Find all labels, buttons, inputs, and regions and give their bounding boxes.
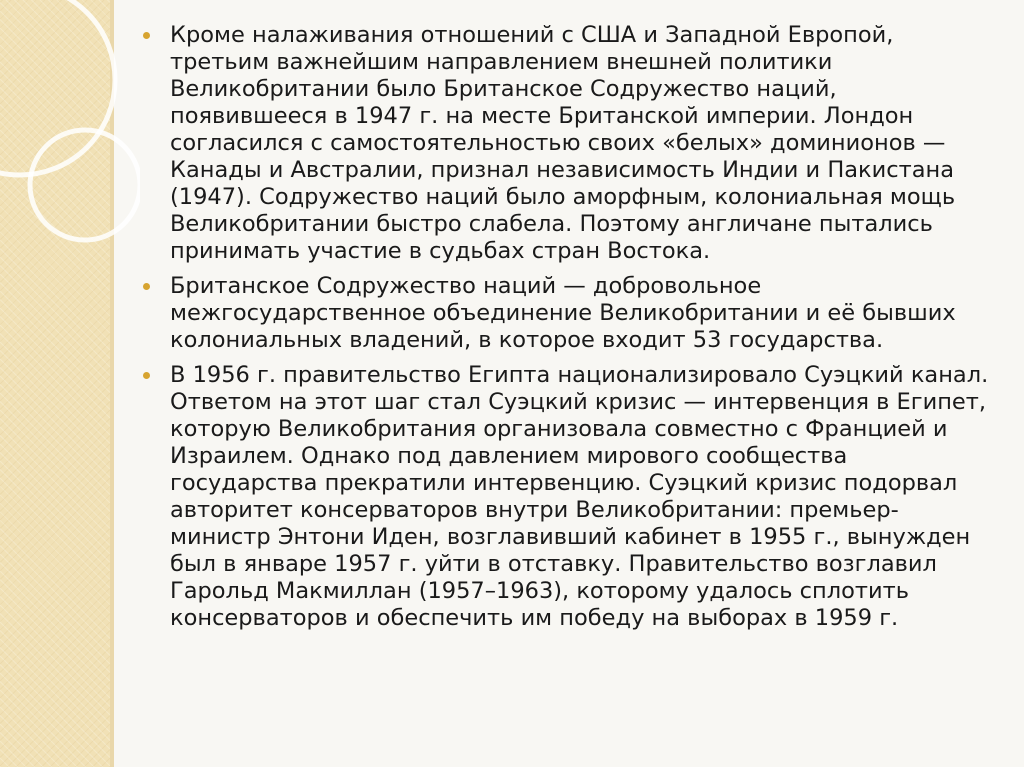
bullet-text: Британское Содружество наций — добровольное межгосударственное объединение Великобритании и её бывших колониальных владений, в которое входит 53 государства. — [170, 273, 956, 353]
slide-content — [140, 22, 990, 640]
decorative-rings — [0, 0, 140, 260]
bullet-text: Кроме налаживания отношений с США и Западной Европой, третьим важнейшим направлением внешней политики Великобритании было Британское Содружество наций, появившееся в 1947 г. на месте Британской империи. Лондон согласился с самостоятельностью своих «белых» доминионов — Канады и Австралии, признал независимость Индии и Пакистана (1947). Содружество наций было аморфным, колониальная мощь Великобритании быстро слабела. Поэтому англичане пытались принимать участие в судьбах стран Востока. — [170, 22, 956, 264]
bullet-text: В 1956 г. правительство Египта национализировало Суэцкий канал. Ответом на этот шаг стал Суэцкий кризис — интервенция в Египет, которую Великобритания организовала совместно с Францией и Израилем. Однако под давлением мирового сообщества государства прекратили интервенцию. Суэцкий кризис подорвал авторитет консерваторов внутри Великобритании: премьер-министр Энтони Иден, возглавивший кабинет в 1955 г., вынужден был в январе 1957 г. уйти в отставку. Правительство возглавил Гарольд Макмиллан (1957–1963), которому удалось сплотить консерваторов и обеспечить им победу на выборах в 1959 г. — [170, 362, 989, 631]
decorative-ring-large — [0, 0, 115, 175]
bullet-item — [140, 273, 990, 354]
bullet-item — [140, 362, 990, 632]
bullet-dot-icon — [143, 283, 150, 290]
bullet-item — [140, 22, 990, 265]
bullet-list — [140, 22, 990, 632]
bullet-dot-icon — [143, 372, 150, 379]
bullet-dot-icon — [143, 32, 150, 39]
